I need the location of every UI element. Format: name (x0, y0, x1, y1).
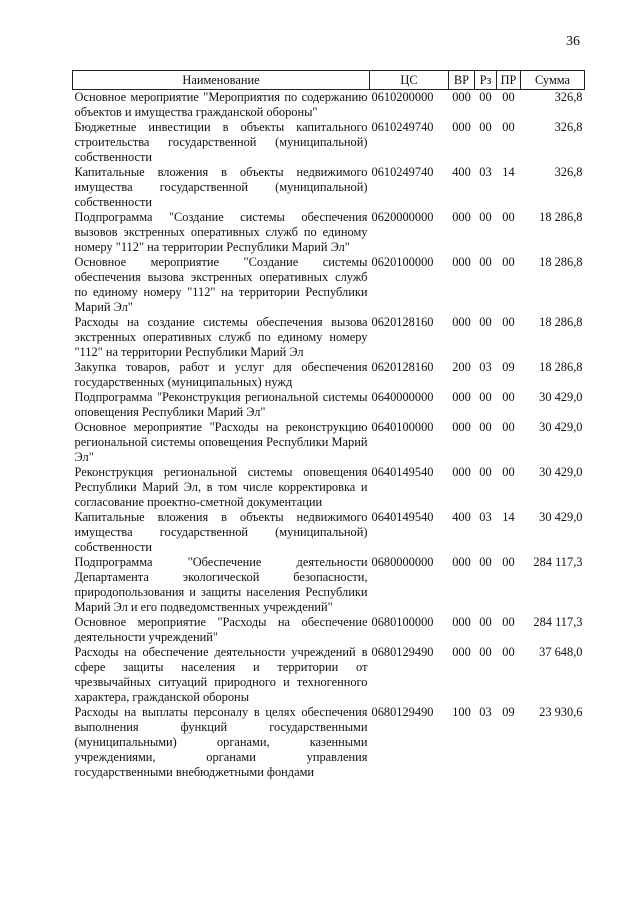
header-sum: Сумма (521, 71, 585, 90)
table-row (73, 90, 585, 121)
row-cs: 0620100000 (371, 255, 434, 269)
header-pr: ПР (497, 71, 521, 90)
row-vr: 000 (452, 465, 471, 479)
table-row (73, 645, 585, 705)
row-sum: 326,8 (554, 165, 583, 179)
table-row (73, 315, 585, 360)
row-cs: 0680129490 (371, 645, 434, 659)
row-rz: 00 (479, 210, 492, 224)
table-row (73, 465, 585, 510)
row-rz: 03 (479, 360, 492, 374)
row-name: Капитальные вложения в объекты недвижимого имущества государственной (муниципальной) собственности (74, 510, 368, 554)
header-cs: ЦС (370, 71, 449, 90)
row-vr: 000 (452, 90, 471, 104)
row-rz: 00 (479, 255, 492, 269)
row-rz: 00 (479, 120, 492, 134)
row-vr: 000 (452, 120, 471, 134)
row-vr: 400 (452, 510, 471, 524)
row-pr: 14 (502, 510, 515, 524)
table-row (73, 555, 585, 615)
row-name: Бюджетные инвестиции в объекты капитального строительства государственной (муниципальной) собственности (74, 120, 368, 164)
row-pr: 00 (502, 210, 515, 224)
table-row (73, 360, 585, 390)
row-vr: 000 (452, 255, 471, 269)
row-sum: 30 429,0 (539, 390, 583, 404)
row-pr: 00 (502, 255, 515, 269)
row-name: Подпрограмма "Создание системы обеспечения вызовов экстренных оперативных служб по единому номеру "112" на территории Республики Марий Эл" (74, 210, 368, 254)
row-sum: 18 286,8 (539, 210, 583, 224)
row-rz: 03 (479, 705, 492, 719)
row-cs: 0680129490 (371, 705, 434, 719)
row-cs: 0680000000 (371, 555, 434, 569)
row-pr: 00 (502, 120, 515, 134)
row-cs: 0640100000 (371, 420, 434, 434)
row-name: Основное мероприятие "Создание системы обеспечения вызова экстренных оперативных служб по единому номеру "112" на территории Республики Марий Эл" (74, 255, 368, 314)
table-body (73, 90, 585, 781)
table-row (73, 120, 585, 165)
row-sum: 37 648,0 (539, 645, 583, 659)
row-sum: 18 286,8 (539, 360, 583, 374)
row-vr: 400 (452, 165, 471, 179)
row-rz: 00 (479, 315, 492, 329)
row-name: Основное мероприятие "Расходы на реконструкцию региональной системы оповещения Республики Марий Эл" (74, 420, 368, 464)
row-sum: 30 429,0 (539, 420, 583, 434)
row-cs: 0640000000 (371, 390, 434, 404)
table-row (73, 705, 585, 780)
row-rz: 00 (479, 390, 492, 404)
row-vr: 000 (452, 555, 471, 569)
row-rz: 00 (479, 615, 492, 629)
table-row (73, 210, 585, 255)
row-sum: 284 117,3 (533, 555, 583, 569)
row-pr: 00 (502, 465, 515, 479)
row-name: Расходы на выплаты персоналу в целях обеспечения выполнения функций государственными (муниципальными) органами, казенными учреждениями, органами управления государственными внебюджетными фондами (74, 705, 368, 779)
table-header-row (73, 71, 585, 90)
row-name: Реконструкция региональной системы оповещения Республики Марий Эл, в том числе корректировка и согласование проектно-сметной документации (74, 465, 368, 509)
row-rz: 00 (479, 90, 492, 104)
table-row (73, 420, 585, 465)
row-pr: 00 (502, 315, 515, 329)
budget-table (72, 70, 585, 780)
row-rz: 00 (479, 555, 492, 569)
row-sum: 284 117,3 (533, 615, 583, 629)
header-name: Наименование (73, 71, 370, 90)
row-sum: 30 429,0 (539, 465, 583, 479)
table-row (73, 165, 585, 210)
row-pr: 09 (502, 360, 515, 374)
row-sum: 18 286,8 (539, 315, 583, 329)
row-rz: 03 (479, 165, 492, 179)
row-vr: 200 (452, 360, 471, 374)
row-rz: 00 (479, 645, 492, 659)
table-row (73, 255, 585, 315)
row-pr: 00 (502, 645, 515, 659)
row-cs: 0610200000 (371, 90, 434, 104)
table-row (73, 390, 585, 420)
row-cs: 0640149540 (371, 465, 434, 479)
row-pr: 14 (502, 165, 515, 179)
row-vr: 000 (452, 210, 471, 224)
row-vr: 000 (452, 615, 471, 629)
page-number: 36 (566, 34, 580, 49)
header-rz: Рз (475, 71, 497, 90)
row-name: Подпрограмма "Обеспечение деятельности Департамента экологической безопасности, природопользования и защиты населения Республики Марий Эл и его подведомственных учреждений" (74, 555, 368, 614)
row-rz: 00 (479, 465, 492, 479)
row-vr: 100 (452, 705, 471, 719)
row-name: Подпрограмма "Реконструкция региональной системы оповещения Республики Марий Эл" (74, 390, 368, 419)
row-cs: 0620128160 (371, 360, 434, 374)
row-vr: 000 (452, 645, 471, 659)
row-name: Расходы на создание системы обеспечения вызова экстренных оперативных служб по единому номеру "112" на территории Республики Марий Эл (74, 315, 368, 359)
row-pr: 00 (502, 420, 515, 434)
row-name: Закупка товаров, работ и услуг для обеспечения государственных (муниципальных) нужд (74, 360, 368, 389)
row-cs: 0620128160 (371, 315, 434, 329)
row-name: Основное мероприятие "Расходы на обеспечение деятельности учреждений" (74, 615, 368, 644)
row-cs: 0640149540 (371, 510, 434, 524)
table-row (73, 510, 585, 555)
row-cs: 0620000000 (371, 210, 434, 224)
row-rz: 00 (479, 420, 492, 434)
row-cs: 0610249740 (371, 165, 434, 179)
row-pr: 09 (502, 705, 515, 719)
row-sum: 18 286,8 (539, 255, 583, 269)
row-sum: 326,8 (554, 90, 583, 104)
row-pr: 00 (502, 90, 515, 104)
row-vr: 000 (452, 390, 471, 404)
row-sum: 326,8 (554, 120, 583, 134)
row-sum: 30 429,0 (539, 510, 583, 524)
row-sum: 23 930,6 (539, 705, 583, 719)
header-vr: ВР (449, 71, 475, 90)
row-name: Основное мероприятие "Мероприятия по содержанию объектов и имущества гражданской обороны" (74, 90, 368, 119)
row-name: Расходы на обеспечение деятельности учреждений в сфере защиты населения и территории от чрезвычайных ситуаций природного и техногенного характера, гражданской обороны (74, 645, 368, 704)
row-cs: 0680100000 (371, 615, 434, 629)
row-pr: 00 (502, 390, 515, 404)
row-name: Капитальные вложения в объекты недвижимого имущества государственной (муниципальной) собственности (74, 165, 368, 209)
row-cs: 0610249740 (371, 120, 434, 134)
row-rz: 03 (479, 510, 492, 524)
row-vr: 000 (452, 315, 471, 329)
row-vr: 000 (452, 420, 471, 434)
table-row (73, 615, 585, 645)
row-pr: 00 (502, 615, 515, 629)
row-pr: 00 (502, 555, 515, 569)
